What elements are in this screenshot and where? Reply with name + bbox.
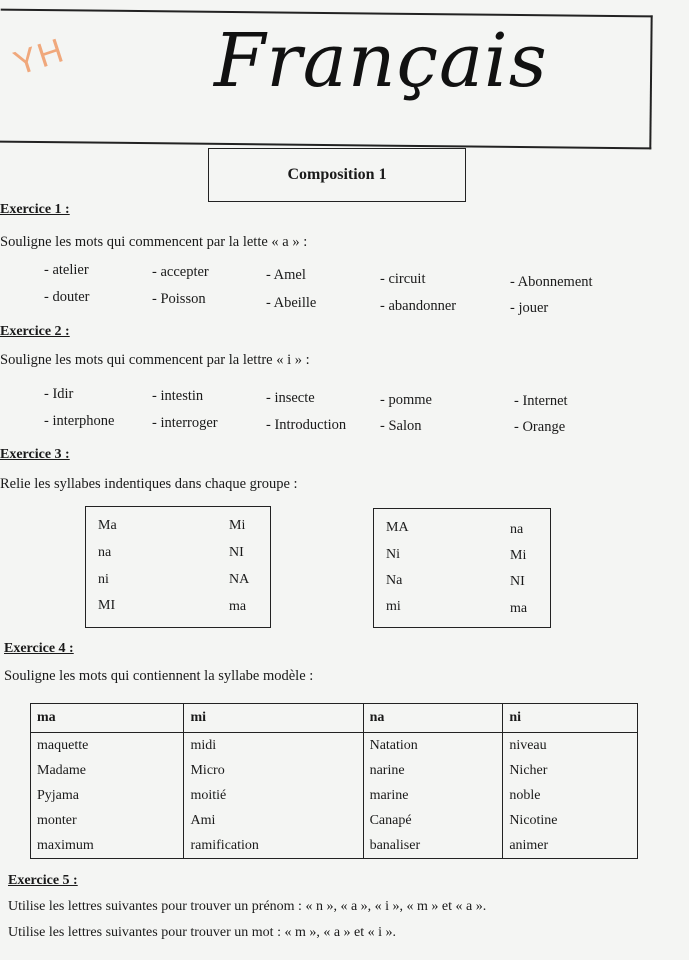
ex2-word: - interroger	[152, 415, 218, 431]
table-cell: narine	[363, 758, 503, 783]
column-header: na	[363, 704, 503, 733]
syllable: MA	[386, 520, 409, 535]
ex1-word: - jouer	[510, 300, 549, 316]
syllable: na	[98, 545, 112, 560]
syllable: NI	[510, 574, 525, 589]
ex2-word: - Salon	[380, 418, 422, 434]
table-cell: monter	[31, 808, 184, 833]
column-header: mi	[184, 704, 363, 733]
ex2-word: - insecte	[266, 390, 315, 406]
table-row	[31, 733, 638, 759]
table-row	[31, 783, 638, 808]
ex2-word: - Introduction	[266, 417, 347, 433]
syllable: Na	[386, 573, 403, 588]
syllable: NI	[229, 545, 244, 560]
table-cell: Madame	[31, 758, 184, 783]
table-header-row	[31, 704, 638, 733]
exercise-2-title: Exercice 2 :	[0, 324, 70, 339]
page-title: Français	[214, 18, 548, 104]
ex2-word: - pomme	[380, 392, 432, 408]
syllable: ma	[229, 599, 247, 614]
column-header: ni	[503, 704, 638, 733]
ex1-word: - accepter	[152, 264, 209, 280]
syllable-table	[30, 703, 638, 859]
ex2-word: - Internet	[514, 393, 568, 409]
exercise-1-instruction: Souligne les mots qui commencent par la lette « a » :	[0, 234, 308, 250]
column-header: ma	[31, 704, 184, 733]
table-cell: Ami	[184, 808, 363, 833]
table-cell: banaliser	[363, 833, 503, 859]
table-cell: niveau	[503, 733, 638, 759]
syllable: ma	[510, 601, 528, 616]
table-cell: Nicotine	[503, 808, 638, 833]
exercise-1-title: Exercice 1 :	[0, 202, 70, 217]
syllable: NA	[229, 572, 250, 587]
table-cell: Pyjama	[31, 783, 184, 808]
ex1-word: - Abonnement	[510, 274, 593, 290]
syllable: MI	[98, 598, 116, 613]
syllable: ni	[98, 572, 109, 587]
ex1-word: - douter	[44, 289, 90, 305]
syllable: na	[510, 522, 524, 537]
exercise-4-instruction: Souligne les mots qui contiennent la syllabe modèle :	[4, 668, 314, 684]
ex1-word: - atelier	[44, 262, 89, 278]
ex1-word: - circuit	[380, 271, 426, 287]
table-cell: marine	[363, 783, 503, 808]
table-cell: midi	[184, 733, 363, 759]
exercise-4-title: Exercice 4 :	[4, 641, 74, 656]
ex2-word: - Orange	[514, 419, 566, 435]
ex2-word: - interphone	[44, 413, 115, 429]
exercise-3-instruction: Relie les syllabes indentiques dans chaque groupe :	[0, 476, 298, 492]
watermark: YH	[9, 31, 70, 84]
exercise-5-line-1: Utilise les lettres suivantes pour trouver un prénom : « n », « a », « i », « m » et « a ».	[8, 899, 487, 914]
ex1-word: - abandonner	[380, 298, 457, 314]
syllable: Mi	[510, 548, 527, 563]
table-row	[31, 758, 638, 783]
table-cell: animer	[503, 833, 638, 859]
ex1-word: - Abeille	[266, 295, 317, 311]
exercise-3-title: Exercice 3 :	[0, 447, 70, 462]
table-cell: moitié	[184, 783, 363, 808]
composition-label: Composition 1	[208, 148, 466, 202]
table-row	[31, 833, 638, 859]
table-cell: Micro	[184, 758, 363, 783]
table-row	[31, 808, 638, 833]
table-cell: ramification	[184, 833, 363, 859]
syllable: mi	[386, 599, 401, 614]
table-cell: Canapé	[363, 808, 503, 833]
ex2-word: - intestin	[152, 388, 204, 404]
ex1-word: - Poisson	[152, 291, 206, 307]
ex2-word: - Idir	[44, 386, 74, 402]
table-cell: noble	[503, 783, 638, 808]
syllable: Ni	[386, 547, 400, 562]
syllable: Ma	[98, 518, 117, 533]
table-cell: maximum	[31, 833, 184, 859]
exercise-2-instruction: Souligne les mots qui commencent par la lettre « i » :	[0, 352, 310, 368]
exercise-5-title: Exercice 5 :	[8, 873, 78, 888]
exercise-5-line-2: Utilise les lettres suivantes pour trouver un mot : « m », « a » et « i ».	[8, 925, 397, 940]
table-cell: maquette	[31, 733, 184, 759]
table-cell: Nicher	[503, 758, 638, 783]
ex1-word: - Amel	[266, 267, 306, 283]
table-cell: Natation	[363, 733, 503, 759]
syllable: Mi	[229, 518, 246, 533]
